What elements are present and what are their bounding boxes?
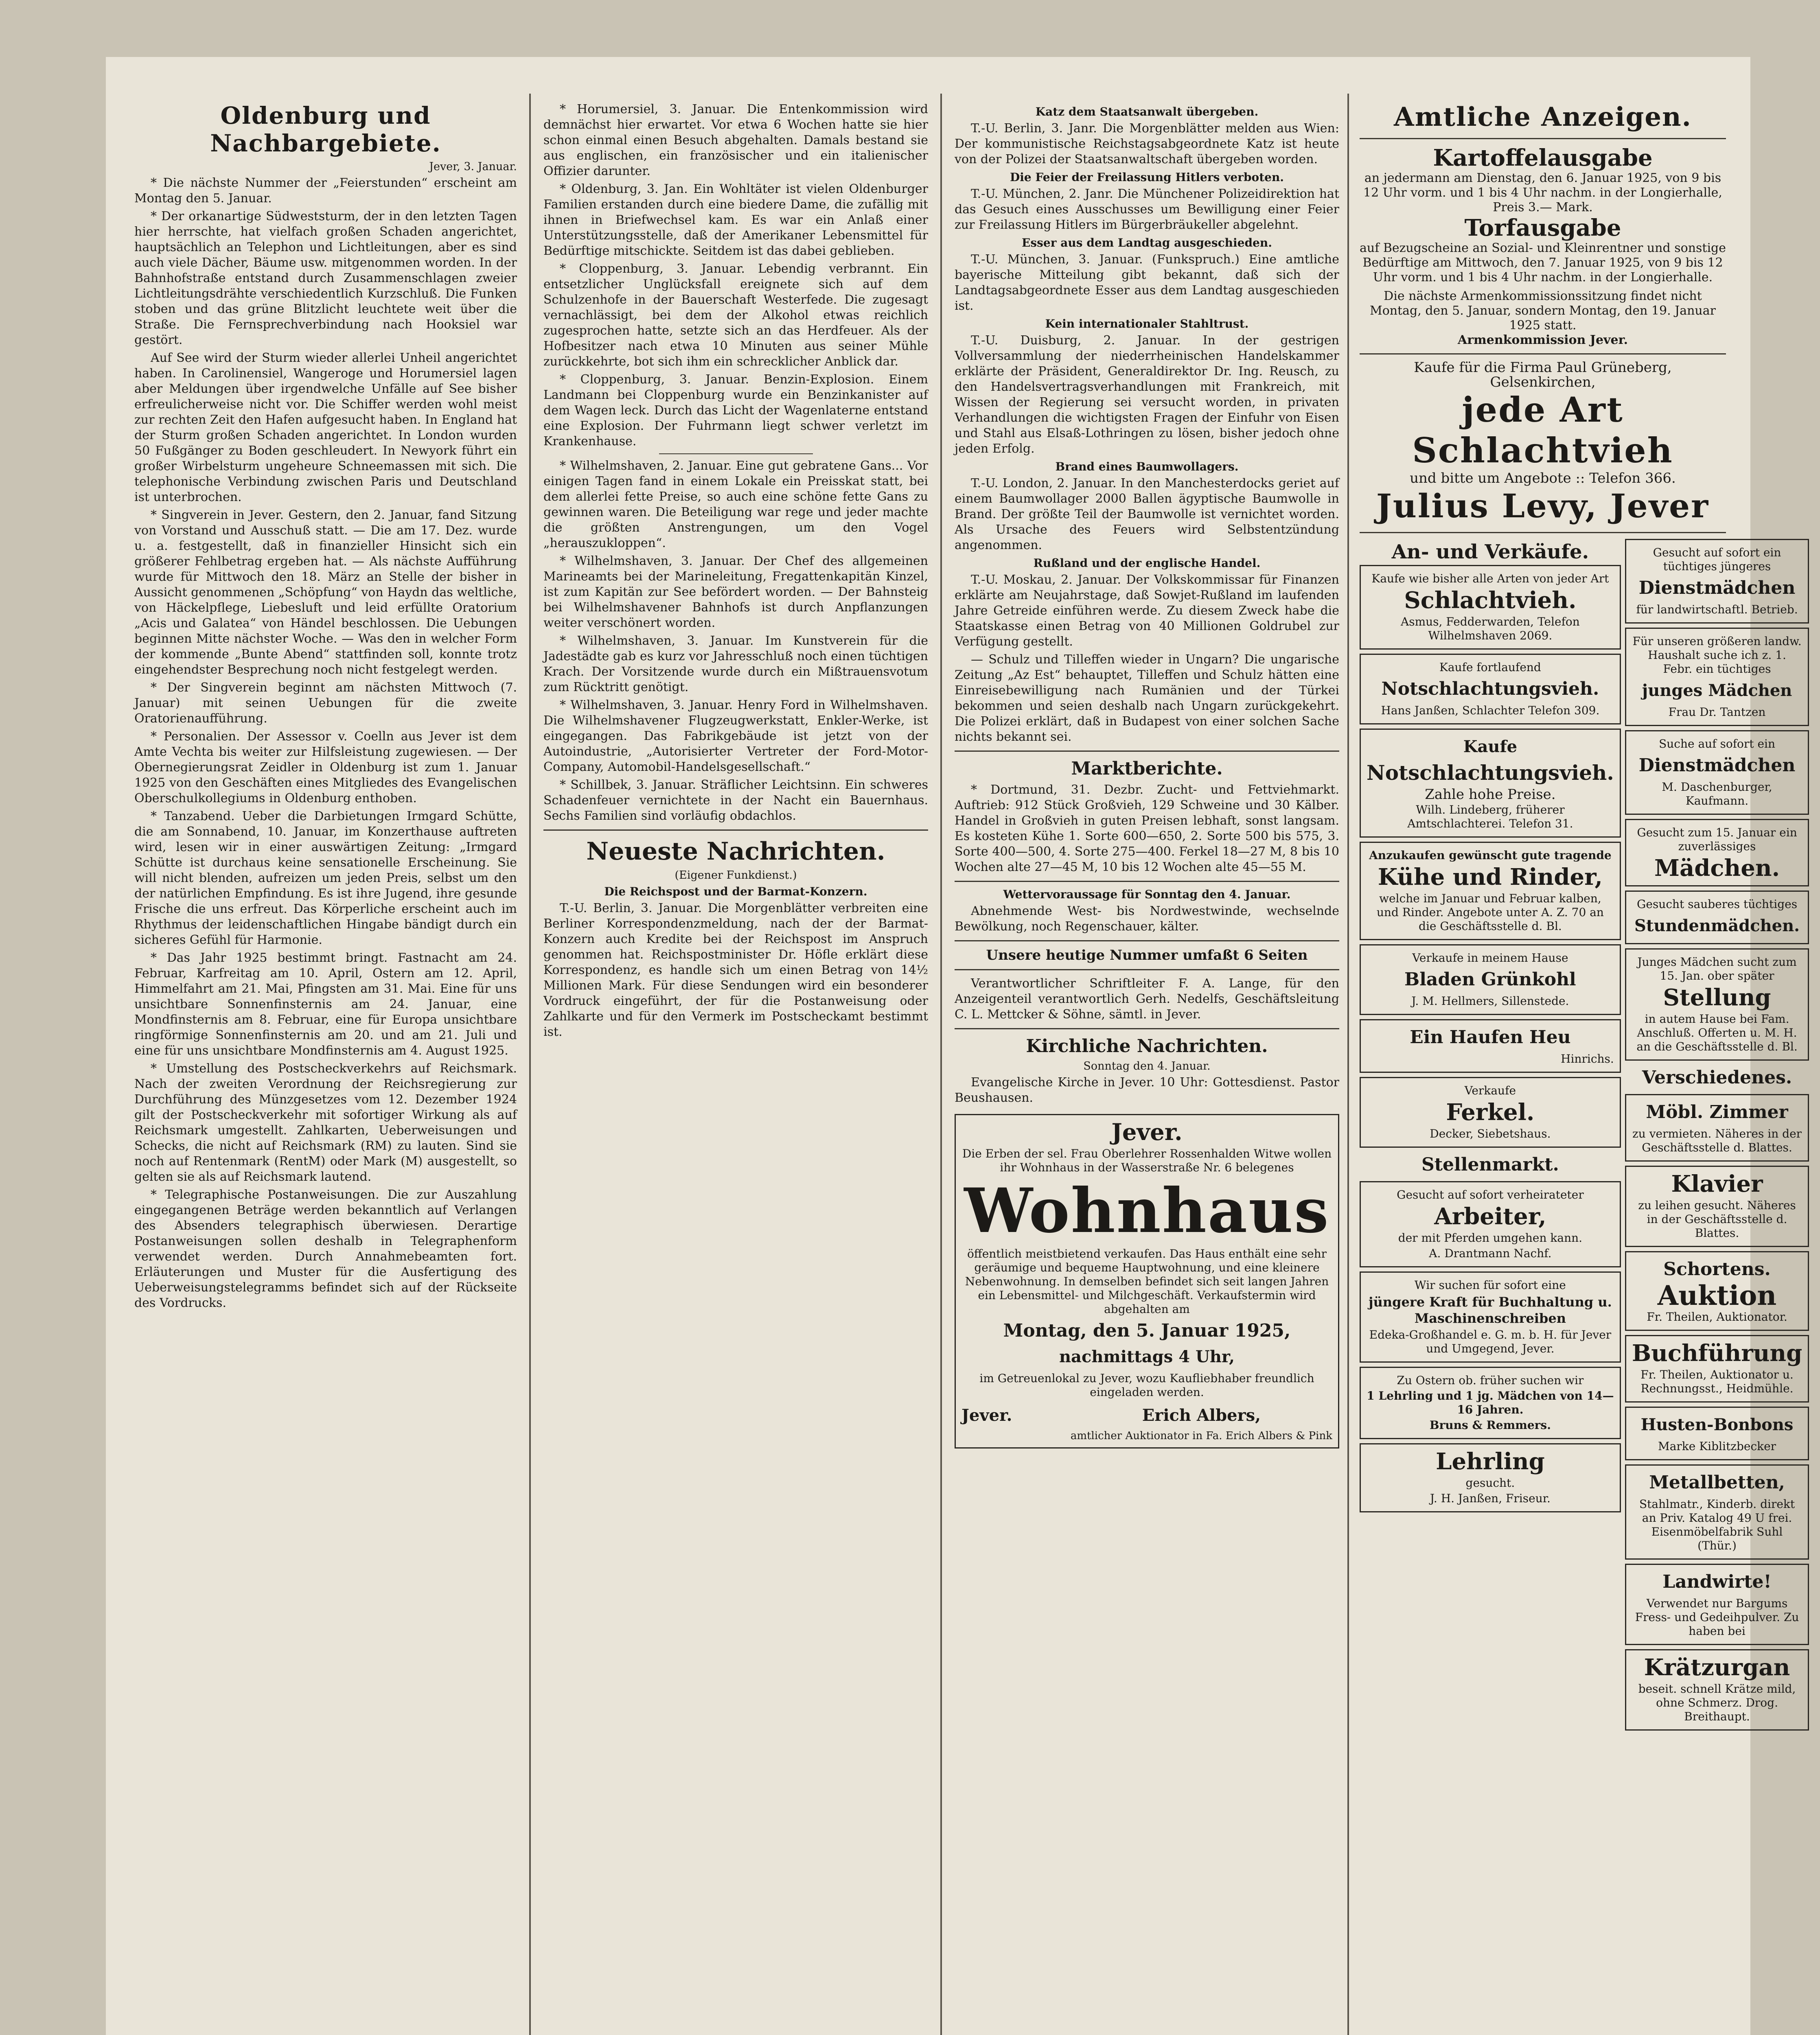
- ad-grid: [1360, 539, 1802, 1735]
- ad-text: Kaufe wie bisher alle Arten von jeder Art: [1371, 572, 1609, 585]
- divider: [955, 969, 1339, 970]
- section-title: Oldenburg und Nachbargebiete.: [210, 102, 441, 157]
- paragraph: * Telegraphische Postanweisungen. Die zur Auszahlung eingegangenen Beträge werden bekanntlich auf Verlangen des Absenders telegraphisch überwiesen. Derartige Postanweisungen sollen deshalb in Telegraphenform verwendet werden. Durch Annahmebeamten fort. Erläuterungen und Muster für die Ausfertigung des Ueberweisungstelegramms befindet sich auf der Rückseite des Vordrucks.: [134, 1188, 517, 1310]
- notschlachtung2-ad: [1360, 729, 1621, 838]
- article-heading: Rußland und der englische Handel.: [1033, 556, 1261, 570]
- auktion-ad: [1625, 1251, 1809, 1331]
- paragraph: * Cloppenburg, 3. Januar. Benzin-Explosion. Einem Landmann bei Cloppenburg wurde ein Benzinkanister auf dem Wagen leck. Durch das Licht der Wagenlaterne entstand eine Explosion. Der Fuhrmann liegt schwer verletzt im Krankenhause.: [543, 372, 928, 449]
- divider: [955, 1028, 1339, 1029]
- divider: [955, 881, 1339, 882]
- divider: [1360, 532, 1726, 533]
- ad-column-left: [1360, 539, 1621, 1735]
- buchhaltung-ad: [1360, 1271, 1621, 1363]
- ad-sign: Bruns & Remmers.: [1429, 1418, 1551, 1432]
- paragraph: T.-U. Berlin, 3. Januar. Die Morgenblätter verbreiten eine Berliner Korrespondenzmeldung, nach der der Barmat-Konzern auch Kredite bei der Reichspost im Anspruch genommen hat. Reichspostminister Dr. Höfle erklärt diese Korrespondenz, es handle sich um einen Betrag von 14½ Millionen Mark. Für diese Sendungen wird ein besonderer Vordruck eingeführt, der für die Postanweisung oder Zahlkarte und für den Vermerk im Postscheckamt bestimmt ist.: [543, 901, 928, 1039]
- ad-sign: M. Daschenburger, Kaufmann.: [1662, 780, 1772, 807]
- lehrling-ad: [1360, 1367, 1621, 1439]
- paragraph: T.-U. München, 3. Januar. (Funkspruch.) Eine amtliche bayerische Mitteilung gibt bekannt, daß sich der Landtagsabgeordnete Esser aus dem Landtag ausgeschieden ist.: [955, 252, 1339, 313]
- versch-title: Verschiedenes.: [1642, 1067, 1792, 1088]
- column-1: [134, 102, 517, 2035]
- kirche-title: Kirchliche Nachrichten.: [1026, 1036, 1268, 1057]
- ad-sign: Fr. Theilen, Auktionator u. Rechnungsst., Heidmühle.: [1640, 1368, 1794, 1395]
- column-4: [1360, 102, 1802, 2035]
- ad-text: Junges Mädchen sucht zum 15. Jan. ober später: [1637, 955, 1797, 982]
- paragraph: * Horumersiel, 3. Januar. Die Entenkommission wird demnächst hier erwartet. Vor etwa 6 Wochen hatte sie hier schon einmal einen Besuch abgehalten. Damals bestand sie aus englischen, ein französischer und ein italienischer Offizier darunter.: [543, 102, 928, 178]
- ad-text: 1 Lehrling und 1 jg. Mädchen von 14—16 Jahren.: [1367, 1389, 1614, 1416]
- column-divider: [940, 94, 942, 2035]
- amtliche-title: Amtliche Anzeigen.: [1394, 102, 1692, 132]
- notschlachtung-ad: [1360, 654, 1621, 724]
- wohnhaus-title: Wohnhaus: [964, 1175, 1330, 1247]
- ad-text: Gesucht auf sofort verheirateter: [1397, 1188, 1584, 1201]
- ad-text: Verkaufe: [1464, 1084, 1516, 1097]
- column-divider: [529, 94, 531, 2035]
- ad-sign-name: Erich Albers,: [1142, 1406, 1261, 1425]
- impressum: Verantwortlicher Schriftleiter F. A. Lange, für den Anzeigenteil verantwortlich Gerh. Nedelfs, Geschäftsleitung C. L. Mettcker & Söhne, sämtl. in Jever.: [955, 976, 1339, 1022]
- ad-text: auf Bezugscheine an Sozial- und Kleinrentner und sonstige Bedürftige am Mittwoch, den 7. Januar 1925, von 9 bis 12 Uhr vorm. und 1 bis 4 Uhr nachm. in der Longierhalle.: [1360, 241, 1726, 284]
- paragraph: * Wilhelmshaven, 3. Januar. Henry Ford in Wilhelmshaven. Die Wilhelmshavener Flugzeugwerkstatt, Enkler-Werke, ist eingegangen. Das Fabrikgebäude ist jetzt von der Autoindustrie, „Autorisierter Vertreter der Ford-Motor-Company, Automobil-Handelsgesellschaft.“: [543, 698, 928, 774]
- ad-text: Die nächste Armenkommissionssitzung findet nicht Montag, den 5. Januar, sondern Montag, den 19. Januar 1925 statt.: [1370, 289, 1716, 333]
- ad-big: Notschlachtungsvieh.: [1367, 761, 1614, 785]
- ad-big: Klavier: [1671, 1171, 1763, 1197]
- ad-signature: [961, 1403, 1332, 1443]
- husten-ad: [1625, 1407, 1809, 1460]
- ad-sign: Frau Dr. Tantzen: [1668, 705, 1766, 719]
- ad-text: in autem Hause bei Fam. Anschluß. Offerten u. M. H. an die Geschäftsstelle d. Bl.: [1636, 1012, 1798, 1053]
- ad-big: Auktion: [1657, 1280, 1777, 1311]
- ad-sign: Asmus, Fedderwarden, Telefon Wilhelmshaven 2069.: [1400, 615, 1580, 642]
- paragraph: * Umstellung des Postscheckverkehrs auf Reichsmark. Nach der zweiten Verordnung der Reichsregierung zur Durchführung des Münzgesetzes vom 12. Dezember 1924 gilt der Postscheckverkehr mit sofortiger Wirkung als auf Reichsmark umgestellt. Zahlkarten, Ueberweisungen und Schecks, die nicht auf Reichsmark (RM) zu lauten. Sind sie noch auf Rentenmark (RentM) oder Mark (M) ausgestellt, so gelten sie als auf Reichsmark lautend.: [134, 1061, 517, 1184]
- klavier-ad: [1625, 1166, 1809, 1247]
- umfasst-notice: Unsere heutige Nummer umfaßt 6 Seiten: [986, 947, 1308, 963]
- paragraph: — Schulz und Tilleffen wieder in Ungarn? Die ungarische Zeitung „Az Est“ behauptet, Tilleffen und Schulz hätten eine Einreisebewilligung nach Rumänien und der Türkei bekommen und seien deshalb nach Ungarn zurückgekehrt. Die Polizei erklärt, daß in Budapest von einer solchen Sache nichts bekannt sei.: [955, 652, 1339, 744]
- kraetz-ad: [1625, 1649, 1809, 1731]
- ad-place: Schortens.: [1663, 1259, 1771, 1280]
- ad-big: Krätzurgan: [1644, 1654, 1790, 1681]
- paragraph: Abnehmende West- bis Nordwestwinde, wechselnde Bewölkung, noch Regenschauer, kälter.: [955, 904, 1339, 934]
- ad-text: Kaufe für die Firma Paul Grüneberg, Gelsenkirchen,: [1414, 359, 1672, 390]
- arbeiter-ad: [1360, 1181, 1621, 1267]
- divider: [955, 940, 1339, 941]
- column-3: [955, 102, 1339, 2035]
- schlachtvieh-ad: [1360, 565, 1621, 650]
- ad-text: Die Erben der sel. Frau Oberlehrer Rossenhalden Witwe wollen ihr Wohnhaus in der Wasserstraße Nr. 6 belegenes: [962, 1147, 1332, 1174]
- ad-text: im Getreuenlokal zu Jever, wozu Kaufliebhaber freundlich eingeladen werden.: [979, 1372, 1314, 1399]
- ad-text: gesucht.: [1465, 1476, 1515, 1490]
- ad-sign: Hinrichs.: [1561, 1052, 1614, 1066]
- ad-big: Notschlachtungsvieh.: [1381, 678, 1599, 699]
- schlacht-title: jede Art Schlachtvieh: [1412, 389, 1673, 470]
- ad-sign: Armenkommission Jever.: [1457, 333, 1628, 347]
- paragraph: * Dortmund, 31. Dezbr. Zucht- und Fettviehmarkt. Auftrieb: 912 Stück Großvieh, 129 Schweine und 30 Kälber. Handel in Großvieh in guten Preisen lebhaft, sonst langsam. Es kosteten Kühe 1. Sorte 600—650, 2. Sorte 500 bis 575, 3. Sorte 400—500, 4. Sorte 275—400. Ferkel 18—27 M, 8 bis 10 Wochen alte 27—45 M, 10 bis 12 Wochen alte 45—55 M.: [955, 783, 1339, 874]
- ad-text: beseit. schnell Krätze mild, ohne Schmerz. Drog. Breithaupt.: [1638, 1682, 1796, 1723]
- paragraph: * Singverein in Jever. Gestern, den 2. Januar, fand Sitzung von Vorstand und Ausschuß statt. — Die am 17. Dez. wurde u. a. festgestellt, daß in finanzieller Hinsicht sich ein größerer Fehlbetrag ergeben hat. — Als nächste Aufführung wurde für Mittwoch den 18. März an Stelle der bisher in Aussicht genommenen „Schöpfung“ von Haydn das weltliche, von Häckelpflege, Liebesluft und leid erfüllte Oratorium „Acis und Galatea“ von Händel beschlossen. Die Uebungen beginnen Mitte nächster Woche. — Was den in welcher Form der kommende „Bunte Abend“ stattfinden soll, konnte trotz eingehendster Besprechung noch nicht festgelegt werden.: [134, 508, 517, 677]
- maedchen-ad: [1625, 819, 1809, 886]
- article-heading: Esser aus dem Landtag ausgeschieden.: [1022, 236, 1272, 249]
- ad-text: Gesucht zum 15. Januar ein zuverlässiges: [1637, 826, 1797, 853]
- article-heading: Kein internationaler Stahltrust.: [1045, 317, 1249, 330]
- ad-big: Möbl. Zimmer: [1646, 1102, 1788, 1123]
- paragraph: * Wilhelmshaven, 3. Januar. Im Kunstverein für die Jadestädte gab es kurz vor Jahresschluß noch einen tüchtigen Krach. Der Vorsitzende wurde durch ein Mißtrauensvotum zum Rücktritt genötigt.: [543, 634, 928, 694]
- ad-kaufe: Kaufe: [1463, 737, 1518, 756]
- dienstmaedchen-ad: [1625, 539, 1809, 624]
- ad-text: Wir suchen für sofort eine: [1414, 1278, 1566, 1292]
- stundenmaedchen-ad: [1625, 891, 1809, 944]
- kirche-subtitle: Sonntag den 4. Januar.: [1083, 1060, 1211, 1072]
- markt-title: Marktberichte.: [1071, 758, 1223, 779]
- ad-big: junges Mädchen: [1642, 681, 1792, 700]
- paragraph: * Das Jahr 1925 bestimmt bringt. Fastnacht am 24. Februar, Karfreitag am 10. April, Ostern am 12. April, Himmelfahrt am 21. Mai, Pfingsten am 31. Mai. Eine für uns unsichtbare Sonnenfinsternis am 24. Januar, eine Mondfinsternis am 8. Februar, eine für Europa unsichtbare ringförmige Sonnenfinsternis am 20. und am 21. Juli und eine für uns unsichtbare Mondfinsternis am 4. August 1925.: [134, 951, 517, 1058]
- paragraph: T.-U. Berlin, 3. Janr. Die Morgenblätter melden aus Wien: Der kommunistische Reichstagsabgeordnete Katz ist heute von der Polizei der Staatsanwaltschaft übergeben worden.: [955, 121, 1339, 166]
- ad-text: Für unseren größeren landw. Haushalt suche ich z. 1. Febr. ein tüchtiges: [1632, 635, 1802, 676]
- kartoffel-title: Kartoffelausgabe: [1433, 144, 1653, 171]
- ad-big: Dienstmädchen: [1638, 755, 1796, 776]
- ad-text: öffentlich meistbietend verkaufen. Das Haus enthält eine sehr geräumige und bequeme Hauptwohnung, und eine kleinere Nebenwohnung. In demselben befindet sich seit langen Jahren ein Lebensmittel- und Milchgeschäft. Verkaufstermin wird abgehalten am: [965, 1247, 1329, 1316]
- ad-sign: Fr. Theilen, Auktionator.: [1647, 1310, 1787, 1324]
- ad-sign-place: Jever.: [961, 1406, 1012, 1425]
- ad-sign: Decker, Siebetshaus.: [1430, 1127, 1551, 1140]
- neueste-subtitle: (Eigener Funkdienst.): [675, 869, 797, 882]
- paragraph: * Oldenburg, 3. Jan. Ein Wohltäter ist vielen Oldenburger Familien erstanden durch eine biedere Dame, die zufällig mit ihnen in Briefwechsel kam. Es war ein Anlaß einer Unterstützungsstelle, daß der Amerikaner Lebensmittel für Bedürftige mitschickte. Seitdem ist das dabei geblieben.: [543, 182, 928, 258]
- buchfuehrung-ad: [1625, 1335, 1809, 1403]
- paragraph: Evangelische Kirche in Jever. 10 Uhr: Gottesdienst. Pastor Beushausen.: [955, 1075, 1339, 1105]
- ad-sign-role: amtlicher Auktionator in Fa. Erich Albers & Pink: [1070, 1430, 1332, 1442]
- paragraph: T.-U. München, 2. Janr. Die Münchener Polizeidirektion hat das Gesuch eines Ausschusses um Bewilligung einer Feier zur Freilassung Hitlers im Bürgerbräukeller abgelehnt.: [955, 187, 1339, 232]
- ankauf-title: An- und Verkäufe.: [1391, 540, 1589, 563]
- paragraph: * Der orkanartige Südweststurm, der in den letzten Tagen hier herrschte, hat vielfach großen Schaden angerichtet, hauptsächlich an Telephon und Lichtleitungen, aber es sind auch viele Dächer, Bäume usw. mitgenommen worden. In der Bahnhofstraße entstand durch Zusammenschlagen zweier Lichtleitungsdrähte verschiedentlich Kurzschluß. Die Funken stoben und das grüne Blitzlicht leuchtete weit über die Straße. Die Fernsprechverbindung nach Hooksiel war gestört.: [134, 209, 517, 347]
- stellung-ad: [1625, 948, 1809, 1061]
- divider: [955, 751, 1339, 752]
- ad-text: Verkaufe in meinem Hause: [1412, 951, 1568, 965]
- ad-big: Metallbetten,: [1649, 1472, 1785, 1493]
- ad-big: Mädchen.: [1654, 855, 1780, 882]
- paragraph: * Wilhelmshaven, 3. Januar. Der Chef des allgemeinen Marineamts bei der Marineleitung, Fregattenkapitän Kinzel, ist zum Kapitän zur See befördert worden. — Der Bahnsteig bei Wilhelmshavener Bahnhofs ist durch Anpflanzungen weiter verschönert worden.: [543, 554, 928, 630]
- ad-sign: J. H. Janßen, Friseur.: [1430, 1492, 1551, 1505]
- ad-text: für landwirtschaftl. Betrieb.: [1636, 603, 1798, 616]
- divider: [1360, 138, 1726, 139]
- ad-big: Schlachtvieh.: [1404, 587, 1577, 614]
- paragraph: * Personalien. Der Assessor v. Coelln aus Jever ist dem Amte Vechta bis weiter zur Hilfsleistung zugewiesen. — Der Obernegierungsrat Zeidler in Oldenburg ist zum 1. Januar 1925 von den Geschäften eines Mitgliedes des Evangelischen Oberschulkollegiums in Oldenburg enthoben.: [134, 729, 517, 805]
- dienstmaedchen2-ad: [1625, 730, 1809, 815]
- ad-text: an jedermann am Dienstag, den 6. Januar 1925, von 9 bis 12 Uhr vorm. und 1 bis 4 Uhr nachm. in der Longierhalle, Preis 3.— Mark.: [1363, 171, 1722, 214]
- ad-big: Landwirte!: [1662, 1571, 1772, 1592]
- newspaper-page: [106, 57, 1802, 2035]
- ad-text: Anzukaufen gewünscht gute tragende: [1369, 849, 1612, 862]
- ad-sign: Hans Janßen, Schlachter Telefon 309.: [1381, 704, 1600, 717]
- dateline: Jever, 3. Januar.: [429, 160, 517, 173]
- paragraph: T.-U. London, 2. Januar. In den Manchesterdocks geriet auf einem Baumwollager 2000 Ballen ägyptische Baumwolle in Brand. Der größte Teil der Baumwolle ist vernichtet worden. Als Ursache des Feuers wird Selbstentzündung angenommen.: [955, 476, 1339, 552]
- ad-big: Lehrling: [1436, 1448, 1545, 1475]
- ad-text: Stahlmatr., Kinderb. direkt an Priv. Katalog 49 U frei. Eisenmöbelfabrik Suhl (Thür.): [1639, 1497, 1795, 1552]
- ad-big: Ferkel.: [1446, 1099, 1535, 1126]
- article-heading: Die Feier der Freilassung Hitlers verboten.: [1010, 171, 1284, 184]
- ad-big: Ein Haufen Heu: [1410, 1027, 1571, 1048]
- heu-ad: [1360, 1019, 1621, 1073]
- ad-text: welche im Januar und Februar kalben, und Rinder. Angebote unter A. Z. 70 an die Geschäftsstelle d. Bl.: [1376, 892, 1604, 933]
- paragraph: * Die nächste Nummer der „Feierstunden“ erscheint am Montag den 5. Januar.: [134, 176, 517, 206]
- ad-text: Gesucht sauberes tüchtiges: [1637, 897, 1798, 911]
- ad-text: Zahle hohe Preise.: [1425, 786, 1556, 803]
- paragraph: * Tanzabend. Ueber die Darbietungen Irmgard Schütte, die am Sonnabend, 10. Januar, im Konzerthause auftreten wird, lesen wir in einer auswärtigen Zeitung: „Irmgard Schütte ist durchaus keine sensationelle Erscheinung. Sie will nicht blenden, aufreizen um jeden Preis, selbst um den der natürlichen Empfindung. Es ist ihre Jugend, ihre gesunde Frische die uns erfreut. Das Körperliche erscheint auch im Rhythmus der leidenschaftlichen Hingabe bändigt durch ein sicheres Gefühl für Harmonie.: [134, 809, 517, 947]
- article-heading: Katz dem Staatsanwalt übergeben.: [1035, 105, 1259, 118]
- ad-sign: Wilh. Lindeberg, früherer Amtschlachterei. Telefon 31.: [1407, 803, 1573, 830]
- ad-big: Arbeiter,: [1434, 1203, 1546, 1230]
- ad-column-right: [1625, 539, 1809, 1735]
- ad-sign-block: [1071, 1403, 1332, 1443]
- ad-date: Montag, den 5. Januar 1925,: [1003, 1320, 1291, 1341]
- ad-sign: J. M. Hellmers, Sillenstede.: [1411, 994, 1569, 1008]
- levy-name: Julius Levy, Jever: [1376, 487, 1710, 525]
- paragraph: T.-U. Moskau, 2. Januar. Der Volkskommissar für Finanzen erklärte am Neujahrstage, daß Sowjet-Rußland im laufenden Jahre Getreide einführen werde. Zu diesem Zweck habe die Staatskasse einen Betrag von 40 Millionen Goldrubel zur Verfügung gestellt.: [955, 573, 1339, 649]
- ferkel-ad: [1360, 1077, 1621, 1148]
- divider: [543, 829, 928, 831]
- ad-big: Kühe und Rinder,: [1378, 864, 1603, 891]
- ad-text: Suche auf sofort ein: [1659, 737, 1776, 751]
- divider: [1360, 353, 1726, 354]
- column-divider: [1347, 94, 1349, 2035]
- ad-place: Jever.: [1111, 1119, 1183, 1146]
- ad-sign: Edeka-Großhandel e. G. m. b. H. für Jever und Umgegend, Jever.: [1369, 1328, 1612, 1355]
- ad-sign: A. Drantmann Nachf.: [1429, 1247, 1552, 1260]
- ad-big: Husten-Bonbons: [1640, 1415, 1794, 1434]
- paragraph: T.-U. Duisburg, 2. Januar. In der gestrigen Vollversammlung der niederrheinischen Handelskammer erklärte der Präsident, Generaldirektor Dr. Ing. Reusch, zu den Handelsvertragsverhandlungen mit Frankreich, mit Wissen der Regierung sei versucht worden, in privaten Verhandlungen die wichtigsten Fragen der Einfuhr von Eisen und Stahl aus Elsaß-Lothringen zu lösen, bisher jedoch ohne jeden Erfolg.: [955, 333, 1339, 456]
- ad-big: Stellung: [1663, 984, 1771, 1011]
- stellen-title: Stellenmarkt.: [1421, 1154, 1559, 1175]
- lehrling2-ad: [1360, 1443, 1621, 1512]
- column-2: [543, 102, 928, 2035]
- junges-maedchen-ad: [1625, 628, 1809, 726]
- gruenkohl-ad: [1360, 944, 1621, 1015]
- landwirte-ad: [1625, 1564, 1809, 1645]
- wohnhaus-ad: [955, 1114, 1339, 1449]
- paragraph: Auf See wird der Sturm wieder allerlei Unheil angerichtet haben. In Carolinensiel, Wangeroge und Horumersiel lagen aber Meldungen über irgendwelche Unfälle auf See bisher erfreulicherweise nicht vor. Die Schiffer werden wohl meist zur rechten Zeit den Hafen aufgesucht haben. In England hat der Sturm großen Schaden angerichtet. In London wurden 50 Fußgänger zu Boden geschleudert. In Newyork führt ein großer Wirbelsturm ungeheure Schneemassen mit sich. Die telephonische Verbindung zwischen Paris und Deutschland ist unterbrochen.: [134, 351, 517, 504]
- metallbetten-ad: [1625, 1464, 1809, 1560]
- ad-big: jüngere Kraft für Buchhaltung u. Maschinenschreiben: [1369, 1294, 1612, 1326]
- ad-big: Dienstmädchen: [1638, 578, 1796, 598]
- wetter-heading: Wettervoraussage für Sonntag den 4. Januar.: [1003, 888, 1291, 901]
- kuehe-ad: [1360, 842, 1621, 940]
- ad-text: zu leihen gesucht. Näheres in der Geschäftsstelle d. Blattes.: [1638, 1199, 1796, 1240]
- ad-big: Bladen Grünkohl: [1404, 969, 1576, 990]
- paragraph: * Cloppenburg, 3. Januar. Lebendig verbrannt. Ein entsetzlicher Unglücksfall ereignete sich auf dem Schulzenhofe in der Bauerschaft Westerfede. Die zugesagt vernachlässigt, bei dem der Alkohol etwas reichlich zugesprochen hatte, setzte sich an das Herdfeuer. Als der Hofbesitzer nach etwa 10 Minuten aus seiner Mühle zurückkehrte, bot sich ihm ein schrecklicher Anblick dar.: [543, 262, 928, 369]
- ad-text: Verwendet nur Bargums Fress- und Gedeihpulver. Zu haben bei: [1635, 1597, 1799, 1638]
- neueste-title: Neueste Nachrichten.: [586, 837, 885, 866]
- article-list: [134, 175, 517, 1311]
- ad-text: Kaufe fortlaufend: [1439, 661, 1541, 674]
- ad-text: und bitte um Angebote :: Telefon 366.: [1410, 470, 1676, 486]
- paragraph: * Schillbek, 3. Januar. Sträflicher Leichtsinn. Ein schweres Schadenfeuer vernichtete in der Nacht ein Bauernhaus. Sechs Familien sind vorläufig obdachlos.: [543, 778, 928, 823]
- article-heading: Die Reichspost und der Barmat-Konzern.: [604, 885, 867, 898]
- ad-text: zu vermieten. Näheres in der Geschäftsstelle d. Blattes.: [1632, 1127, 1802, 1154]
- divider: [659, 453, 813, 454]
- ad-text: der mit Pferden umgehen kann.: [1398, 1231, 1583, 1245]
- ad-text: Gesucht auf sofort ein tüchtiges jüngeres: [1653, 546, 1781, 573]
- article-heading: Brand eines Baumwollagers.: [1055, 460, 1239, 473]
- torf-title: Torfausgabe: [1464, 214, 1621, 241]
- ad-text: Marke Kiblitzbecker: [1658, 1440, 1776, 1453]
- ad-text: Zu Ostern ob. früher suchen wir: [1397, 1374, 1584, 1387]
- paragraph: * Der Singverein beginnt am nächsten Mittwoch (7. Januar) mit seinen Uebungen für die zweite Oratorienaufführung.: [134, 681, 517, 726]
- ad-time: nachmittags 4 Uhr,: [1059, 1347, 1235, 1366]
- paragraph: * Wilhelmshaven, 2. Januar. Eine gut gebratene Gans... Vor einigen Tagen fand in einem Lokale ein Preisskat statt, bei dem allerlei fette Preise, so auch eine schöne fette Gans zu gewinnen waren. Die Beteiligung war rege und jeder machte die größten Anstrengungen, um den Vogel „herauszukloppen“.: [543, 459, 928, 550]
- ad-big: Buchführung: [1632, 1340, 1802, 1367]
- ad-big: Stundenmädchen.: [1634, 916, 1800, 935]
- zimmer-ad: [1625, 1094, 1809, 1162]
